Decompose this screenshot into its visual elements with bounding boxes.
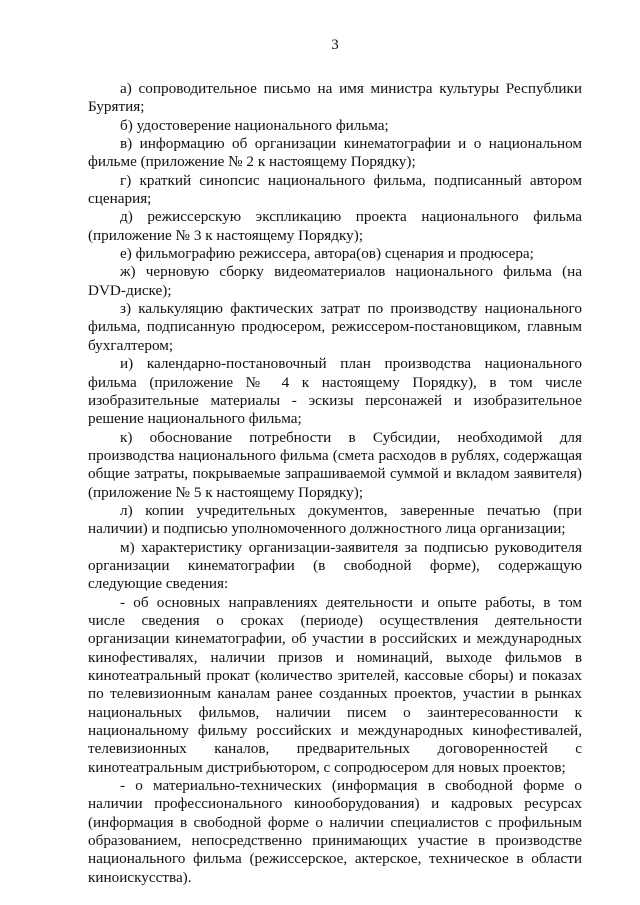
sub-item-activity: - об основных направлениях деятельности и опыте работы, в том числе сведения о сроках (периоде) осуществления деятельности организации кинематографии, об участии в российских и международных кинофестивалях, наличии призов и номинаций, выходе фильмов в кинотеатральный прокат (количество зрителей, кассовые сборы) и показах по телевизионным каналам ранее созданных проектов, участии в рынках национальных фильмов, наличии писем о заинтересованности к национальному фильму российских и международных кинофестивалей, телевизионных каналов, предварительных договоренностей с кинотеатральным дистрибьютором, с сопродюсером для новых проектов;	[88, 593, 582, 776]
list-item-v: в) информацию об организации кинематографии и о национальном фильме (приложение № 2 к настоящему Порядку);	[88, 135, 582, 171]
list-item-m: м) характеристику организации-заявителя за подписью руководителя организации кинематографии (в свободной форме), содержащую следующие сведения:	[88, 538, 582, 593]
list-item-i: и) календарно-постановочный план производства национального фильма (приложение № 4 к настоящему Порядку), в том числе изобразительные материалы - эскизы персонажей и изобразительное решение национального фильма;	[88, 355, 582, 428]
list-item-k: к) обоснование потребности в Субсидии, необходимой для производства национального фильма (смета расходов в рублях, содержащая общие затраты, покрываемые запрашиваемой суммой и вкладом заявителя) (приложение № 5 к настоящему Порядку);	[88, 428, 582, 501]
list-item-g: г) краткий синопсис национального фильма, подписанный автором сценария;	[88, 171, 582, 208]
document-body	[88, 80, 582, 887]
list-item-zh: ж) черновую сборку видеоматериалов национального фильма (на DVD-диске);	[88, 263, 582, 299]
list-item-a: а) сопроводительное письмо на имя министра культуры Республики Бурятия;	[88, 80, 582, 116]
list-item-b: б) удостоверение национального фильма;	[120, 116, 389, 134]
list-item-d: д) режиссерскую экспликацию проекта национального фильма (приложение № 3 к настоящему Порядку);	[88, 208, 582, 244]
sub-item-resources: - о материально-технических (информация в свободной форме о наличии профессионального кинооборудования) и кадровых ресурсах (информация в свободной форме о наличии специалистов с профильным образованием, непосредственно принимающих участие в производстве национального фильма (режиссерское, актерское, техническое в области киноискусства).	[88, 777, 582, 886]
list-item-l: л) копии учредительных документов, заверенные печатью (при наличии) и подписью уполномоченного должностного лица организации;	[88, 501, 582, 538]
list-item-z: з) калькуляцию фактических затрат по производству национального фильма, подписанную продюсером, режиссером-постановщиком, главным бухгалтером;	[88, 300, 582, 354]
list-item-e: е) фильмографию режиссера, автора(ов) сценария и продюсера;	[120, 245, 534, 263]
page-number: 3	[331, 37, 339, 53]
